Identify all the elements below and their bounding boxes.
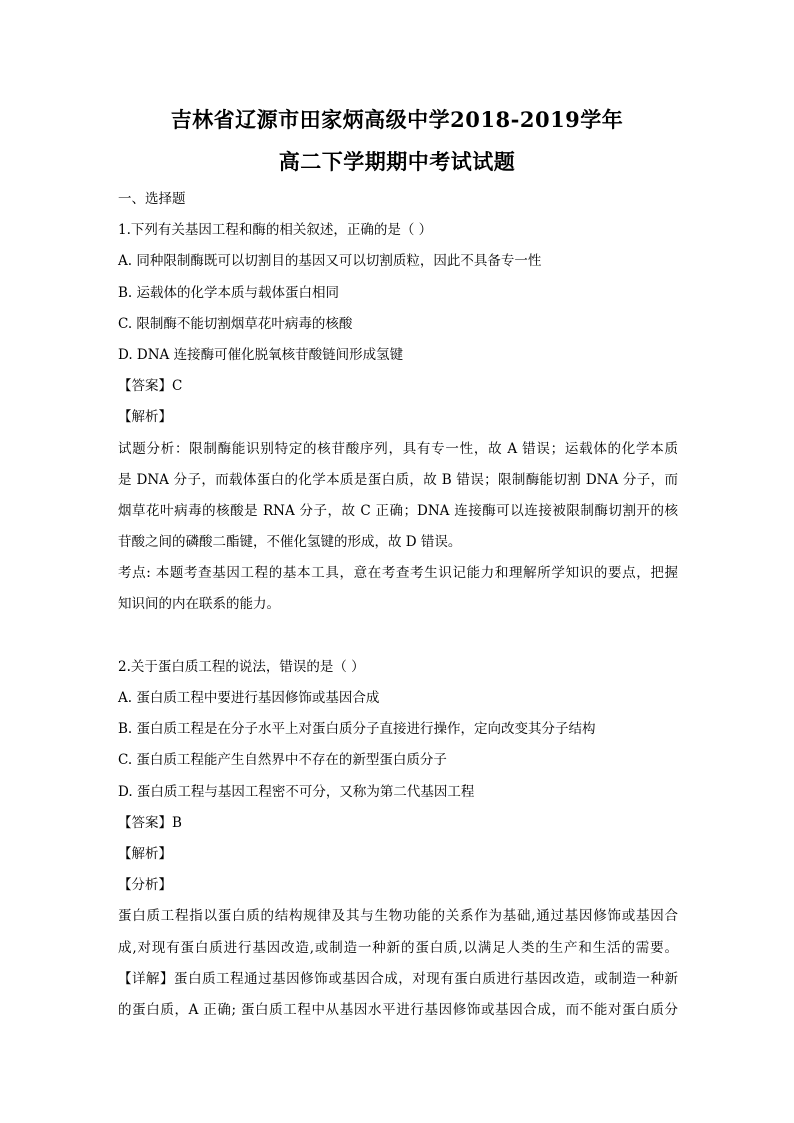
question-1-analysis-label: 【解析】: [118, 409, 172, 426]
question-1-analysis-line: 烟草花叶病毒的核酸是 RNA 分子，故 C 正确；DNA 连接酶可以连接被限制酶切割开的核: [118, 502, 678, 519]
question-2-fenxi-line: 蛋白质工程指以蛋白质的结构规律及其与生物功能的关系作为基础,通过基因修饰或基因合: [118, 908, 678, 925]
question-1-kaodian-line: 考点: 本题考查基因工程的基本工具，意在考查考生识记能力和理解所学知识的要点，把握: [118, 565, 678, 582]
question-1-analysis-line: 是 DNA 分子，而载体蛋白的化学本质是蛋白质，故 B 错误；限制酶能切割 DNA 分子，而: [118, 471, 678, 488]
document-body: [118, 184, 678, 1026]
question-1-analysis-line: 试题分析：限制酶能识别特定的核苷酸序列，具有专一性，故 A 错误；运载体的化学本质: [118, 440, 678, 457]
question-1-option-d: D. DNA 连接酶可催化脱氧核苷酸链间形成氢键: [118, 346, 404, 363]
question-1-option-b: B. 运载体的化学本质与载体蛋白相同: [118, 284, 340, 301]
question-2-option-a: A. 蛋白质工程中要进行基因修饰或基因合成: [118, 690, 380, 706]
question-1-analysis: [118, 434, 678, 559]
spacer: [118, 621, 678, 652]
question-2-answer: 【答案】B: [118, 814, 182, 831]
question-2-xiangjie-line: 的蛋白质，A 正确; 蛋白质工程中从基因水平进行基因修饰或基因合成，而不能对蛋白质分: [118, 1001, 678, 1018]
question-1-kaodian: [118, 558, 678, 620]
question-2-fenxi-line: 成,对现有蛋白质进行基因改造,或制造一种新的蛋白质,以满足人类的生产和生活的需要。: [118, 939, 678, 956]
document-title-line1: 吉林省辽源市田家炳高级中学2018-2019学年: [170, 107, 624, 132]
question-1-kaodian-line: 知识间的内在联系的能力。: [118, 596, 280, 613]
document-title-line2: 高二下学期期中考试试题: [278, 149, 516, 174]
section-heading: 一、选择题: [118, 191, 186, 207]
question-2-fenxi-label: 【分析】: [118, 877, 172, 894]
question-1-stem: 1.下列有关基因工程和酶的相关叙述，正确的是（ ）: [118, 222, 433, 239]
question-1-answer: 【答案】C: [118, 378, 183, 395]
question-2-option-c: C. 蛋白质工程能产生自然界中不存在的新型蛋白质分子: [118, 752, 447, 769]
question-2-stem: 2.关于蛋白质工程的说法，错误的是（ ）: [118, 658, 365, 675]
question-1-option-c: C. 限制酶不能切割烟草花叶病毒的核酸: [118, 315, 353, 332]
question-2-option-d: D. 蛋白质工程与基因工程密不可分，又称为第二代基因工程: [118, 783, 475, 800]
question-2-analysis-label: 【解析】: [118, 845, 172, 862]
question-2-xiangjie-line: 【详解】蛋白质工程通过基因修饰或基因合成，对现有蛋白质进行基因改造，或制造一种新: [118, 970, 678, 987]
question-1-analysis-line: 苷酸之间的磷酸二酯键，不催化氢键的形成，故 D 错误。: [118, 534, 462, 551]
question-1-option-a: A. 同种限制酶既可以切割目的基因又可以切割质粒，因此不具备专一性: [118, 253, 542, 270]
question-2-option-b: B. 蛋白质工程是在分子水平上对蛋白质分子直接进行操作，定向改变其分子结构: [118, 721, 596, 738]
question-2-fenxi: [118, 901, 678, 963]
question-2-xiangjie: [118, 964, 678, 1026]
